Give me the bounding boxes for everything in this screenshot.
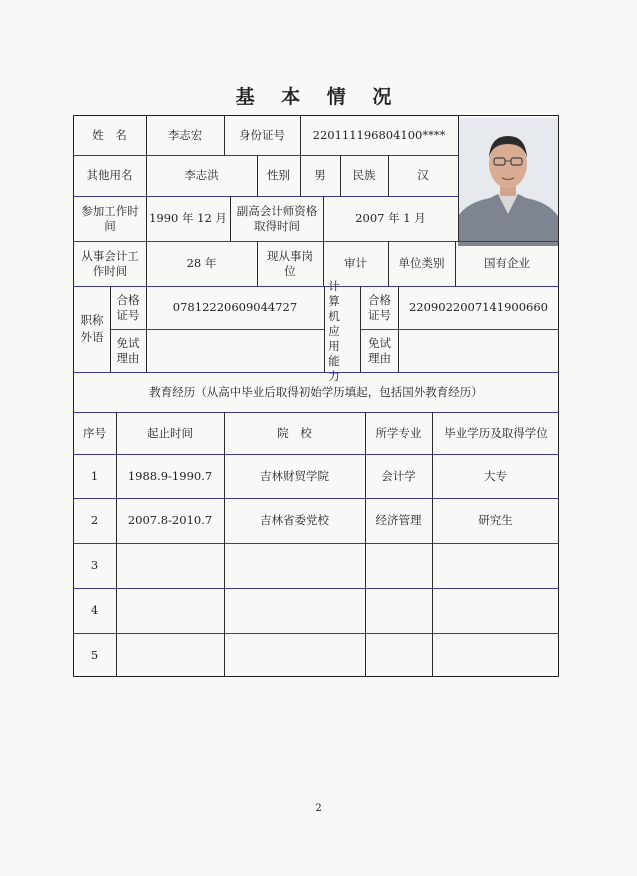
table-row-cell bbox=[224, 633, 365, 677]
table-row-cell: 2 bbox=[90, 513, 99, 527]
table-row-cell bbox=[365, 588, 432, 633]
id-number-label: 身份证号 bbox=[239, 127, 285, 142]
accounting-years-value: 28 年 bbox=[186, 256, 217, 270]
table-row-cell: 4 bbox=[90, 603, 99, 617]
unit-type-label: 单位类别 bbox=[398, 256, 445, 270]
name-label: 姓 名 bbox=[92, 127, 127, 142]
table-row-cell bbox=[116, 633, 224, 677]
unit-type-value: 国有企业 bbox=[484, 256, 530, 270]
qualification-time-label: 副高会计师资格取得时间 bbox=[236, 203, 318, 233]
table-row-cell: 1988.9-1990.7 bbox=[127, 468, 213, 483]
col-period: 起止时间 bbox=[147, 425, 193, 440]
table-row-cell: 吉林省委党校 bbox=[260, 513, 329, 527]
table-row-cell bbox=[432, 588, 559, 633]
page-number: 2 bbox=[315, 803, 322, 814]
col-no: 序号 bbox=[83, 425, 106, 440]
table-row-cell: 5 bbox=[90, 647, 99, 662]
title-foreign-label: 职称外语 bbox=[80, 313, 104, 344]
foreign-cert-value: 07812220609044727 bbox=[172, 300, 298, 314]
table-row-cell bbox=[432, 633, 559, 677]
computer-label-1: 计算机应用能力 bbox=[328, 278, 340, 383]
foreign-cert-label: 合格证号 bbox=[116, 292, 140, 322]
ethnicity-label: 民族 bbox=[352, 168, 376, 182]
current-position-value: 审计 bbox=[344, 256, 367, 270]
col-school: 院 校 bbox=[277, 425, 312, 440]
computer-cert-label: 合格证号 bbox=[368, 292, 391, 322]
col-major: 所学专业 bbox=[375, 425, 422, 440]
table-row-cell: 吉林财贸学院 bbox=[260, 468, 329, 483]
table-row-cell: 大专 bbox=[484, 468, 507, 483]
table-row-cell bbox=[432, 543, 559, 588]
table-row-cell bbox=[116, 543, 224, 588]
other-name-label: 其他用名 bbox=[86, 168, 133, 182]
table-row-cell: 1 bbox=[90, 468, 99, 483]
table-row-cell bbox=[224, 588, 365, 633]
table-row-cell bbox=[224, 543, 365, 588]
id-number-value: 220111196804100**** bbox=[312, 127, 446, 142]
table-row-cell bbox=[365, 543, 432, 588]
other-name-value: 李志洪 bbox=[184, 168, 219, 182]
table-row-cell bbox=[365, 633, 432, 677]
work-start-value: 1990 年 12 月 bbox=[149, 211, 227, 225]
foreign-exempt-value bbox=[146, 329, 324, 372]
accounting-years-label: 从事会计工作时间 bbox=[81, 248, 139, 278]
gender-label: 性别 bbox=[267, 168, 290, 182]
table-row-cell: 2007.8-2010.7 bbox=[127, 513, 213, 527]
computer-exempt-value bbox=[398, 329, 559, 372]
work-start-label: 参加工作时间 bbox=[81, 203, 139, 233]
computer-cert-value: 2209022007141900660 bbox=[408, 300, 549, 314]
gender-value: 男 bbox=[314, 168, 326, 182]
current-position-label: 现从事岗位 bbox=[267, 248, 313, 278]
col-degree: 毕业学历及取得学位 bbox=[444, 425, 548, 440]
foreign-exempt-label: 免试理由 bbox=[116, 335, 140, 365]
table-row-cell: 3 bbox=[90, 558, 99, 572]
computer-exempt-label: 免试理由 bbox=[368, 335, 391, 365]
name-value: 李志宏 bbox=[167, 127, 203, 142]
table-row-cell: 会计学 bbox=[381, 468, 416, 483]
education-heading: 教育经历（从高中毕业后取得初始学历填起，包括国外教育经历） bbox=[149, 384, 483, 399]
table-row-cell: 研究生 bbox=[478, 513, 513, 527]
table-row-cell bbox=[116, 588, 224, 633]
table-row-cell: 经济管理 bbox=[375, 513, 422, 527]
page-title: 基 本 情 况 bbox=[235, 86, 402, 108]
ethnicity-value: 汉 bbox=[417, 168, 429, 182]
qualification-time-value: 2007 年 1 月 bbox=[355, 211, 426, 225]
